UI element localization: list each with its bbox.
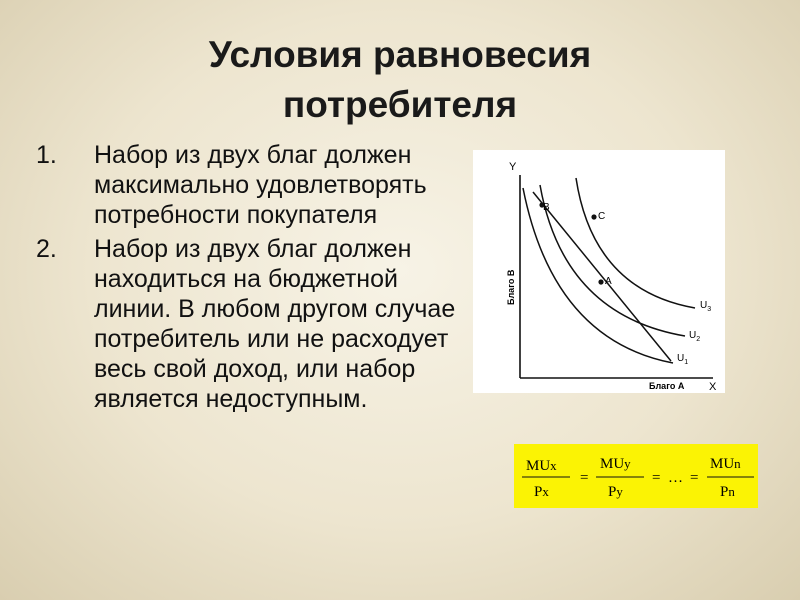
formula-equals-3: = <box>690 470 699 486</box>
condition-number: 2. <box>36 235 57 263</box>
title-line-2: потребителя <box>282 84 518 125</box>
indifference-curve-u3 <box>576 178 695 308</box>
formula-equals-1: = <box>580 470 589 486</box>
formula-ellipsis: … <box>668 470 683 486</box>
indifference-curve-diagram <box>473 150 725 393</box>
y-axis-letter: Y <box>509 161 517 173</box>
condition-item-1 <box>30 140 480 230</box>
y-axis-label: Благо В <box>506 269 516 305</box>
curve-label-u2: $U_2$ <box>689 330 701 343</box>
diagram-canvas <box>473 150 725 393</box>
condition-item-2 <box>30 234 480 414</box>
point-c <box>591 214 596 219</box>
condition-text: Набор из двух благ должен максимально удовлетворять потребности покупателя <box>94 141 427 229</box>
title-line-1: Условия равновесия <box>208 34 592 75</box>
x-axis-letter: X <box>709 381 717 393</box>
x-axis-label: Благо А <box>649 381 685 391</box>
formula-denominator-x: Px <box>534 484 549 500</box>
conditions-list <box>30 140 480 418</box>
point-a <box>598 279 603 284</box>
formula-numerator-y: MUy <box>600 456 631 472</box>
curve-label-u3: $U_3$ <box>700 300 712 313</box>
formula-numerator-x: MUx <box>526 458 557 474</box>
formula-denominator-y: Py <box>608 484 623 500</box>
point-b-label: B <box>543 202 550 213</box>
formula-equals-2: = <box>652 470 661 486</box>
formula-numerator-n: MUn <box>710 456 741 472</box>
condition-number: 1. <box>36 141 57 169</box>
equilibrium-formula <box>514 444 758 508</box>
formula-canvas <box>514 444 758 508</box>
curve-label-u1: $U_1$ <box>677 353 689 366</box>
point-a-label: A <box>605 276 612 287</box>
slide-title <box>60 30 740 130</box>
formula-denominator-n: Pn <box>720 484 735 500</box>
indifference-curve-u2 <box>540 185 685 336</box>
point-c-label: C <box>598 211 606 222</box>
condition-text: Набор из двух благ должен находиться на бюджетной линии. В любом другом случае потребитель или не расходует весь свой доход, или набор является недоступным. <box>94 235 456 413</box>
